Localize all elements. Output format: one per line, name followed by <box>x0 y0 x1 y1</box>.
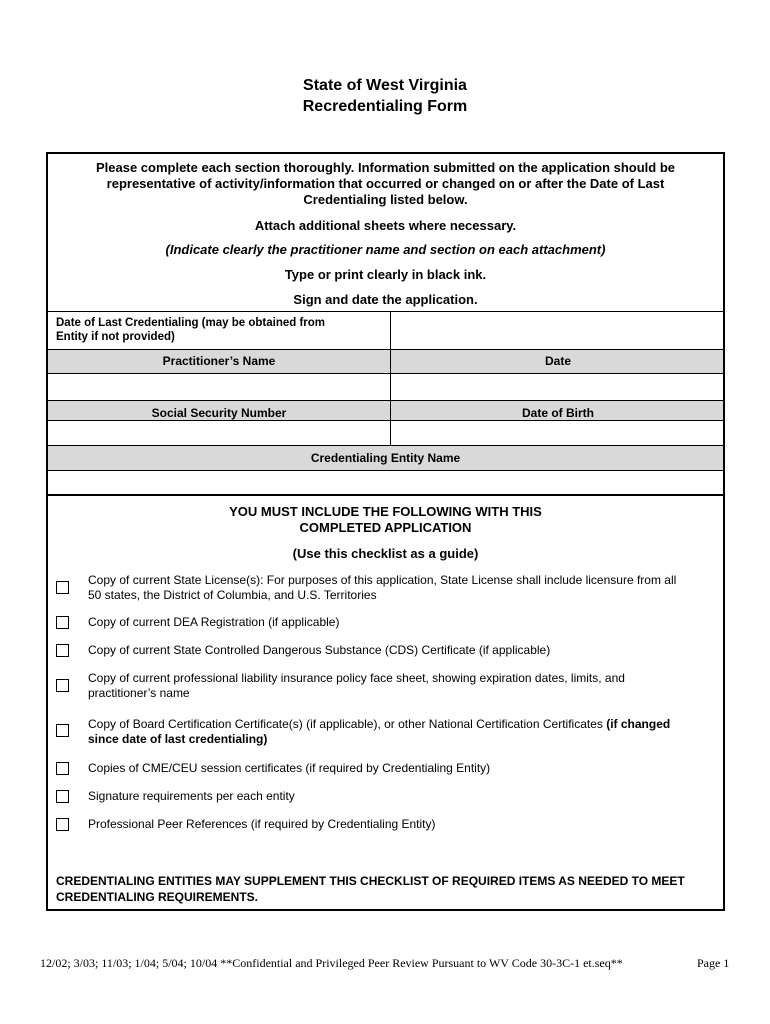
checkbox[interactable] <box>56 679 69 692</box>
checkbox[interactable] <box>56 790 69 803</box>
ssn-label: Social Security Number <box>151 406 287 420</box>
checklist-item-text: Signature requirements per each entity <box>88 789 295 803</box>
last-credentialing-date-field[interactable] <box>391 312 725 349</box>
type-print-note: Type or print clearly in black ink. <box>284 267 487 282</box>
checkbox[interactable] <box>56 818 69 831</box>
checklist-item-text <box>88 573 710 603</box>
dob-label: Date of Birth <box>522 406 594 420</box>
item-bold-text: since date of last credentialing) <box>88 732 268 746</box>
instructions-line: Credentialing listed below. <box>303 192 468 207</box>
checklist-item-text: Professional Peer References (if required by Credentialing Entity) <box>88 817 436 831</box>
practitioner-name-label: Practitioner’s Name <box>162 354 276 368</box>
form-title-name: Recredentialing Form <box>302 98 468 115</box>
item-text: Copy of Board Certification Certificate(s) (if applicable), or other National Certification Certificates <box>88 717 607 731</box>
heading-line: COMPLETED APPLICATION <box>299 520 472 535</box>
practitioner-name-field[interactable] <box>48 374 390 400</box>
last-credentialing-label <box>56 316 325 344</box>
label-line: Entity if not provided) <box>56 331 175 343</box>
indicate-note: (Indicate clearly the practitioner name and section on each attachment) <box>165 242 606 257</box>
checklist-heading <box>48 504 723 536</box>
closing-line: CREDENTIALING ENTITIES MAY SUPPLEMENT THIS CHECKLIST OF REQUIRED ITEMS AS NEEDED TO MEET <box>56 874 685 888</box>
instructions-line: Please complete each section thoroughly. Information submitted on the application should be <box>95 160 676 175</box>
divider <box>48 494 723 496</box>
closing-line: CREDENTIALING REQUIREMENTS. <box>56 890 259 904</box>
checkbox[interactable] <box>56 616 69 629</box>
instructions-line: representative of activity/information that occurred or changed on or after the Date of Last <box>106 176 665 191</box>
checklist-guide: (Use this checklist as a guide) <box>292 546 479 561</box>
label-line: Date of Last Credentialing (may be obtained from <box>56 317 326 329</box>
checklist-item-text <box>88 671 710 701</box>
checklist-item-text <box>88 717 710 747</box>
item-line: Copy of current professional liability insurance policy face sheet, showing expiration dates, limits, and <box>88 671 625 685</box>
footer-page-number: Page 1 <box>697 956 730 970</box>
checklist-item-text: Copies of CME/CEU session certificates (if required by Credentialing Entity) <box>88 761 491 775</box>
attach-note: Attach additional sheets where necessary. <box>254 218 517 233</box>
item-line <box>88 717 710 732</box>
dob-field[interactable] <box>391 421 725 445</box>
entity-name-field[interactable] <box>48 471 725 494</box>
checkbox[interactable] <box>56 762 69 775</box>
checkbox[interactable] <box>56 724 69 737</box>
heading-line: YOU MUST INCLUDE THE FOLLOWING WITH THIS <box>229 504 542 519</box>
form-frame <box>46 152 725 911</box>
instructions-paragraph <box>48 160 723 208</box>
checklist-item-text: Copy of current DEA Registration (if applicable) <box>88 615 340 629</box>
footer-revision-note: 12/02; 3/03; 11/03; 1/04; 5/04; 10/04 **Confidential and Privileged Peer Review Pursuant to WV Code 30-3C-1 et.seq** <box>40 956 623 970</box>
entity-name-label: Credentialing Entity Name <box>310 451 461 465</box>
checkbox[interactable] <box>56 581 69 594</box>
form-title-state: State of West Virginia <box>303 77 467 94</box>
date-label: Date <box>544 354 571 368</box>
checkbox[interactable] <box>56 644 69 657</box>
checklist-item-text: Copy of current State Controlled Dangerous Substance (CDS) Certificate (if applicable) <box>88 643 551 657</box>
item-line: practitioner’s name <box>88 686 190 700</box>
item-line: 50 states, the District of Columbia, and U.S. Territories <box>88 588 377 602</box>
closing-note <box>56 873 716 905</box>
date-field[interactable] <box>391 374 725 400</box>
item-bold-text: (if changed <box>606 717 671 731</box>
item-line <box>88 732 710 747</box>
ssn-field[interactable] <box>48 421 390 445</box>
sign-date-note: Sign and date the application. <box>293 292 478 307</box>
item-line: Copy of current State License(s): For purposes of this application, State License shall include licensure from all <box>88 573 677 587</box>
